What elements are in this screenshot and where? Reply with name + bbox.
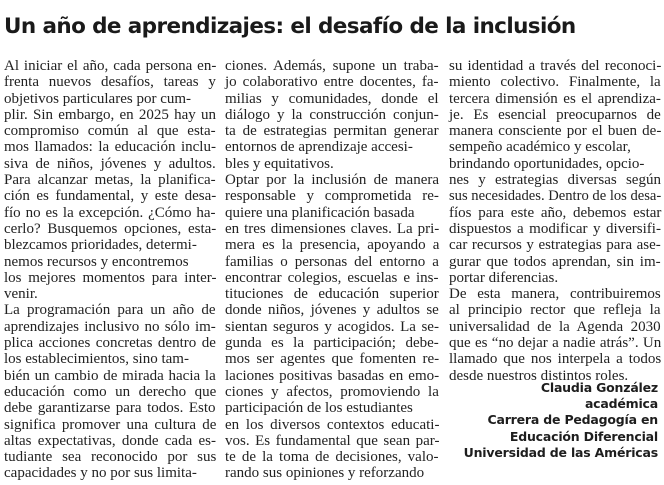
text-line: sus necesidades. Dentro de los desa- bbox=[449, 188, 662, 205]
text-line: dispuestos a modificar y diversifi- bbox=[449, 220, 661, 237]
signature-line: Educación Diferencial bbox=[509, 428, 658, 444]
author-signature bbox=[464, 380, 658, 461]
text-line: manera consciente por el buen de- bbox=[449, 123, 662, 140]
text-line: te de la toma de decisiones, valo- bbox=[225, 449, 439, 466]
text-line: en los diversos contextos educati- bbox=[225, 416, 440, 433]
text-line: milias y comunidades, donde el bbox=[225, 90, 439, 107]
text-line: cerlo? Busquemos opciones, esta- bbox=[4, 220, 217, 237]
text-line: debe garantizarse para todos. Esto bbox=[4, 400, 216, 417]
text-line: universalidad de la Agenda 2030 bbox=[449, 318, 661, 335]
column-3 bbox=[449, 58, 661, 384]
text-line: los mejores momentos para inter- bbox=[4, 269, 217, 286]
text-line: mera es la presencia, apoyando a bbox=[225, 237, 440, 254]
text-line: rando sus opiniones y reforzando bbox=[225, 465, 425, 482]
text-line: sientan seguros y acogidos. La se- bbox=[225, 318, 439, 335]
text-line: ción es fundamental, y este desa- bbox=[4, 188, 217, 205]
text-line: nemos recursos y encontremos bbox=[4, 253, 189, 270]
text-line: donde niños, jóvenes y adultos se bbox=[225, 302, 439, 319]
text-line: sempeño académico y escolar, bbox=[449, 139, 631, 156]
text-line: ciones. Además, supone un traba- bbox=[225, 58, 439, 74]
text-line: participación de los estudiantes bbox=[225, 400, 413, 417]
text-line: gurar que todos aprendan, sin im- bbox=[449, 253, 661, 270]
signature-line: académica bbox=[584, 396, 658, 412]
text-line: siva de niños, jóvenes y adultos. bbox=[4, 155, 216, 172]
text-line: tituciones de educación superior bbox=[225, 286, 439, 303]
text-line: brindando oportunidades, opcio- bbox=[449, 155, 645, 172]
column-2 bbox=[225, 58, 439, 482]
text-line: fío no es la excepción. ¿Cómo ha- bbox=[4, 204, 216, 221]
text-line: miento colectivo. Finalmente, la bbox=[449, 74, 661, 91]
text-line: tercera dimensión es el aprendiza- bbox=[449, 90, 661, 107]
text-line: encontrar colegios, escuelas e ins- bbox=[225, 269, 439, 286]
text-line: portar diferencias. bbox=[449, 269, 559, 286]
text-line: entornos de aprendizaje accesi- bbox=[225, 139, 413, 156]
text-line: al principio rector que refleja la bbox=[449, 302, 661, 319]
text-line: familias o personas del entorno a bbox=[225, 253, 439, 270]
headline: Un año de aprendizajes: el desafío de la inclusión bbox=[4, 14, 576, 39]
column-1 bbox=[4, 58, 216, 482]
text-line: je. Es esencial preocuparnos de bbox=[449, 106, 661, 123]
text-line: plica acciones concretas dentro de bbox=[4, 335, 216, 352]
text-line: quiere una planificación basada bbox=[225, 204, 415, 221]
text-line: bién un cambio de mirada hacia la bbox=[4, 367, 216, 384]
text-line: bles y equitativos. bbox=[225, 155, 334, 172]
text-line: jo colaborativo entre docentes, fa- bbox=[225, 74, 439, 91]
text-line: De esta manera, contribuiremos bbox=[449, 286, 661, 303]
text-line: car recursos y estrategias para ase- bbox=[449, 237, 661, 254]
text-line: venir. bbox=[4, 286, 38, 303]
text-line: blezcamos prioridades, determi- bbox=[4, 237, 197, 254]
text-line: Optar por la inclusión de manera bbox=[225, 172, 440, 189]
text-line: gunda es la participación; debe- bbox=[225, 335, 439, 352]
text-line: significa promover una cultura de bbox=[4, 416, 217, 433]
text-line: Al iniciar el año, cada persona en- bbox=[4, 58, 217, 74]
text-line: mos ser agentes que fomenten re- bbox=[225, 351, 440, 368]
signature-line: Claudia González bbox=[540, 380, 658, 395]
text-line: ta de estrategias permitan generar bbox=[225, 123, 439, 140]
text-line: fíos para este año, debemos estar bbox=[449, 204, 662, 221]
text-line: ciones y afectos, promoviendo la bbox=[225, 383, 439, 400]
text-line: responsable y comprometida re- bbox=[225, 188, 439, 205]
text-line: aprendizajes inclusivo no sólo im- bbox=[4, 318, 216, 335]
signature-line: Carrera de Pedagogía en bbox=[487, 412, 658, 428]
text-line: nes y estrategias diversas según bbox=[449, 172, 661, 189]
text-line: llamado que nos interpela a todos bbox=[449, 351, 662, 368]
text-line: diálogo y la construcción conjun- bbox=[225, 106, 439, 123]
text-line: compromiso común al que esta- bbox=[4, 123, 216, 140]
text-line: objetivos particulares por cum- bbox=[4, 90, 192, 107]
signature-line: Universidad de las Américas bbox=[463, 444, 658, 460]
text-line: altas expectativas, donde cada es- bbox=[4, 432, 216, 449]
text-line: frenta nuevos desafíos, tareas y bbox=[4, 74, 216, 91]
text-line: educación como un derecho que bbox=[4, 383, 217, 400]
text-line: en tres dimensiones claves. La pri- bbox=[225, 220, 440, 237]
text-line: La programación para un año de bbox=[4, 302, 216, 319]
text-line: laciones positivas basadas en emo- bbox=[225, 367, 440, 384]
text-line: mos llamados: la educación inclu- bbox=[4, 139, 216, 156]
text-line: plir. Sin embargo, en 2025 hay un bbox=[4, 106, 217, 123]
text-line: desde nuestros distintos roles. bbox=[449, 367, 629, 384]
text-line: tudiante sea reconocido por sus bbox=[4, 449, 217, 466]
text-line: su identidad a través del reconoci- bbox=[449, 58, 662, 74]
text-line: los establecimientos, sino tam- bbox=[4, 351, 189, 368]
text-line: Para alcanzar metas, la planifica- bbox=[4, 172, 216, 189]
text-line: vos. Es fundamental que sean par- bbox=[225, 432, 440, 449]
text-line: capacidades y no por sus limita- bbox=[4, 465, 197, 482]
text-line: que es “no dejar a nadie atrás”. Un bbox=[449, 335, 662, 352]
